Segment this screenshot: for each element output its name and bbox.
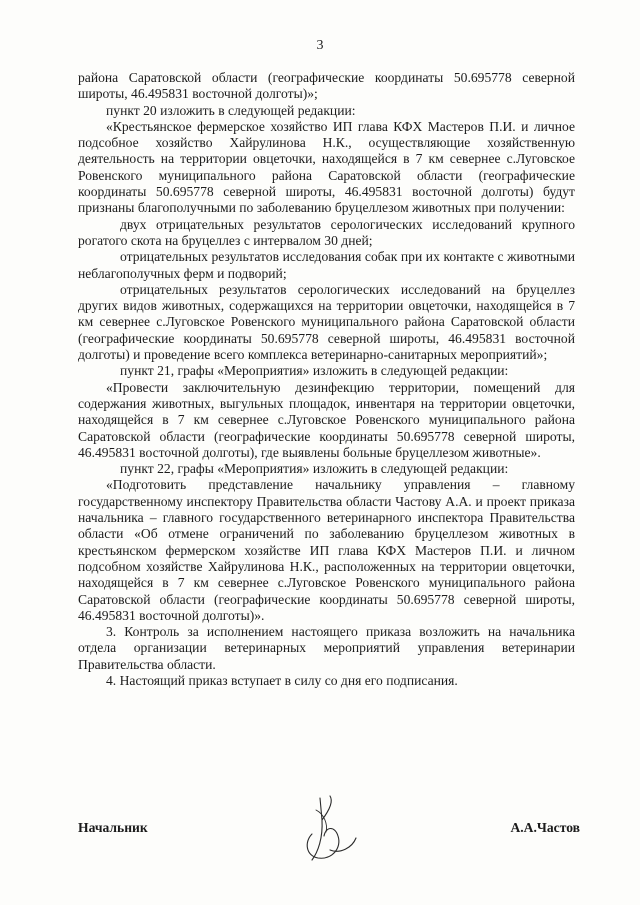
paragraph-address-continuation: района Саратовской области (географические координаты 50.695778 северной широты, 46.495831 восточной долготы)»;: [78, 70, 575, 102]
paragraph-item-21-text: «Провести заключительную дезинфекцию территории, помещений для содержания животных, выгульных площадок, инвентаря на территории овцеточки, находящейся в 7 км севернее с.Луговское Ровенского муниципального района Саратовской области (географические координаты 50.695778 северной широты, 46.495831 восточной долготы), где выявлены больные бруцеллезом животные».: [78, 379, 575, 460]
paragraph-item-21-heading: пункт 21, графы «Мероприятия» изложить в следующей редакции:: [120, 363, 509, 379]
paragraph-item-22-text: «Подготовить представление начальнику управления – главному государственному инспектору Правительства области Частову А.А. и проект приказа начальника – главного государственного ветеринарного инспектора Правительства области «Об отмене ограничений по заболеванию бруцеллезом животных в крестьянском фермерском хозяйстве ИП глава КФХ Мастеров П.И. и личном подсобном хозяйстве Хайрулинова Н.К., расположенных на территории овцеточки, находящейся в 7 км севернее с.Луговское Ровенского муниципального района Саратовской области (географические координаты 50.695778 северной широты, 46.495831 восточной долготы)».: [78, 477, 575, 623]
paragraph-item-20-heading: пункт 20 изложить в следующей редакции:: [106, 102, 356, 118]
handwritten-signature: [298, 790, 368, 870]
paragraph-condition-cattle: двух отрицательных результатов серологических исследований крупного рогатого скота на бруцеллез с интервалом 30 дней;: [78, 216, 575, 248]
paragraph-item-22-heading: пункт 22, графы «Мероприятия» изложить в следующей редакции:: [120, 461, 509, 477]
paragraph-control-clause: 3. Контроль за исполнением настоящего приказа возложить на начальника отдела организации ветеринарных мероприятий управления ветеринарии Правительства области.: [78, 624, 575, 672]
signer-title: Начальник: [78, 820, 148, 835]
paragraph-condition-dogs: отрицательных результатов исследования собак при их контакте с животными неблагополучных ферм и подворий;: [78, 249, 575, 281]
signer-name: А.А.Частов: [510, 820, 580, 835]
document-body: [78, 70, 575, 689]
paragraph-item-20-text: «Крестьянское фермерское хозяйство ИП глава КФХ Мастеров П.И. и личное подсобное хозяйство Хайрулинова Н.К., осуществляющие хозяйственную деятельность на территории овцеточки, находящейся в 7 км севернее с.Луговское Ровенского муниципального района Саратовской области (географические координаты 50.695778 северной широты, 46.495831 восточной долготы) будут признаны благополучными по заболеванию бруцеллезом животных при получении:: [78, 118, 575, 216]
paragraph-condition-other-animals: отрицательных результатов серологических исследований на бруцеллез других видов животных, содержащихся на территории овцеточки, находящейся в 7 км севернее с.Луговское Ровенского муниципального района Саратовской области (географические координаты 50.695778 северной широты, 46.495831 восточной долготы) и проведение всего комплекса ветеринарно-санитарных мероприятий»;: [78, 281, 575, 363]
paragraph-effective-clause: 4. Настоящий приказ вступает в силу со дня его подписания.: [106, 672, 458, 688]
page-number: 3: [316, 38, 324, 53]
